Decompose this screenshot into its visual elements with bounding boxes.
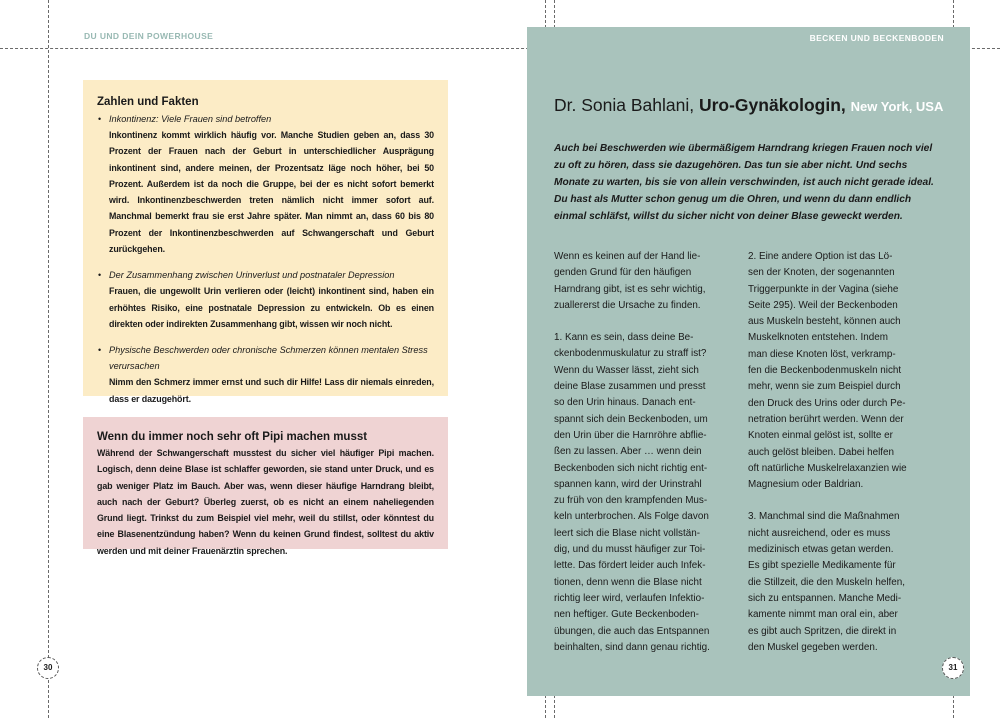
page-number-left: 30	[37, 657, 59, 679]
facts-item-heading: Der Zusammenhang zwischen Urinverlust und postnataler Depression	[109, 270, 395, 281]
facts-item-heading: Inkontinenz: Viele Frauen sind betroffen	[109, 114, 272, 124]
facts-box	[83, 80, 448, 404]
paragraph: 1. Kann es sein, dass deine Be- ckenbodenmuskulatur zu straff ist? Wenn du Wasser lässt, zieht sich deine Blase zusammen und presst so den Urin hinaus. Danach ent- spannt sich dein Beckenboden, um den Urin über die Harnröhre abflie- ßen zu lassen. Aber … wenn dein Beckenboden sich nicht richtig ent- spannen kann, wird der Urinstrahl zu früh von den krampfenden Mus- keln unterbrochen. Als Folge davon leert sich die Blase nicht vollstän- dig, und du musst häufiger zur Toi- lette. Das fördert leider auch Infek- tionen, denn wenn die Blase nicht richtig leer wird, verlaufen Infektio- nen heftiger. Gute Beckenboden- übungen, die auch das Entspannen beinhalten, sind dann genau richtig.	[554, 332, 710, 653]
interview-heading	[554, 95, 954, 116]
bullet-icon: •	[98, 270, 102, 281]
running-head-right: BECKEN UND BECKENBODEN	[809, 33, 944, 43]
paragraph: 2. Eine andere Option ist das Lö- sen der Knoten, der sogenannten Triggerpunkte in der Vagina (siehe Seite 295). Weil der Beckenboden aus Muskeln besteht, können auch Muskelknoten entstehen. Indem man diese Knoten löst, verkramp- fen die Beckenbodenmuskeln nicht mehr, wenn sie zum Beispiel durch den Druck des Urins oder durch Pe- netration berührt werden. Wenn der Knoten einmal gelöst ist, sollte er auch gelöst bleiben. Dabei helfen oft natürliche Muskelrelaxanzien wie Magnesium oder Baldrian.	[748, 251, 907, 491]
facts-item-heading: Physische Beschwerden oder chronische Schmerzen können mentalen Stress verursachen	[109, 345, 428, 372]
pipi-box	[83, 417, 448, 556]
bullet-icon: •	[98, 345, 102, 356]
facts-item	[97, 111, 434, 257]
interview-column-left	[554, 249, 729, 672]
facts-item-text: Inkontinenz kommt wirklich häufig vor. Manche Studien geben an, dass 30 Prozent der Frauen nach der Geburt in unterschiedlicher Ausprägung inkontinent sind, andere meinen, der Prozentsatz läge noch höher, bei 50 Prozent. Außerdem ist da noch die Gruppe, bei der es nicht sofort bemerkt wird. Inkontinenzbeschwerden treten nämlich nicht immer sofort auf. Manchmal bemerkt frau sie erst Jahre später. Man nimmt an, dass 60 bis 80 Prozent der Inkontinenzbeschwerden auf Schwangerschaft und Geburt zurückgehen.	[109, 130, 434, 255]
interview-column-right	[748, 249, 930, 672]
interview-location: New York, USA	[850, 99, 944, 114]
pipi-box-title: Wenn du immer noch sehr oft Pipi machen musst	[97, 431, 368, 443]
paragraph: 3. Manchmal sind die Maßnahmen nicht ausreichend, oder es muss medizinisch etwas getan werden. Es gibt spezielle Medikamente für die Stillzeit, die den Muskeln helfen, sich zu entspannen. Manche Medi- kamente nimmt man oral ein, aber es gibt auch Spritzen, die direkt in den Muskel gegeben werden.	[748, 511, 905, 653]
facts-item	[97, 342, 434, 407]
facts-item-text: Frauen, die ungewollt Urin verlieren oder (leicht) inkontinent sind, haben ein erhöhtes Risiko, eine postnatale Depression zu entwickeln. Ob es einen direkten oder indirekten Zusammenhang gibt, wissen wir noch nicht.	[109, 286, 434, 329]
pipi-box-text: Während der Schwangerschaft musstest du sicher viel häufiger Pipi machen. Logisch, denn deine Blase ist schlaffer geworden, sie stand unter Druck, und es gab weniger Platz im Bauch. Aber was, wenn dieser häufige Harndrang bleibt, auch nach der Geburt? Überleg zuerst, ob es nicht an einem naheliegenden Grund liegt. Trinkst du zum Beispiel viel mehr, weil du stillst, oder könntest du eine Blasenentzündung haben? Wenn du keinen Grund findest, solltest du aktiv werden und mit deiner Frauenärztin sprechen.	[97, 448, 434, 556]
paragraph: Wenn es keinen auf der Hand lie- genden Grund für den häufigen Harndrang gibt, ist es sehr wichtig, zuallererst die Ursache zu finden.	[554, 251, 706, 311]
facts-item	[97, 267, 434, 332]
interview-role: Uro-Gynäkologin,	[698, 95, 846, 115]
bullet-icon: •	[98, 114, 102, 124]
interview-intro: Auch bei Beschwerden wie übermäßigem Harndrang kriegen Frauen noch viel zu oft zu hören, dass sie dazugehören. Das tun sie aber nicht. Und sechs Monate zu warten, bis sie von allein verschwinden, ist auch nicht gerade ideal. Du hast als Mutter schon genug um die Ohren, und wenn du dann endlich einmal schläfst, willst du sicher nicht von deiner Blase geweckt werden.	[554, 143, 934, 222]
running-head-left: DU UND DEIN POWERHOUSE	[84, 31, 214, 41]
crop-guide-left	[48, 0, 49, 718]
page-number-right: 31	[942, 657, 964, 679]
interview-name: Dr. Sonia Bahlani,	[554, 95, 695, 115]
facts-box-title: Zahlen und Fakten	[97, 96, 199, 108]
facts-item-text: Nimm den Schmerz immer ernst und such dir Hilfe! Lass dir niemals einreden, dass er dazugehört.	[109, 377, 434, 404]
